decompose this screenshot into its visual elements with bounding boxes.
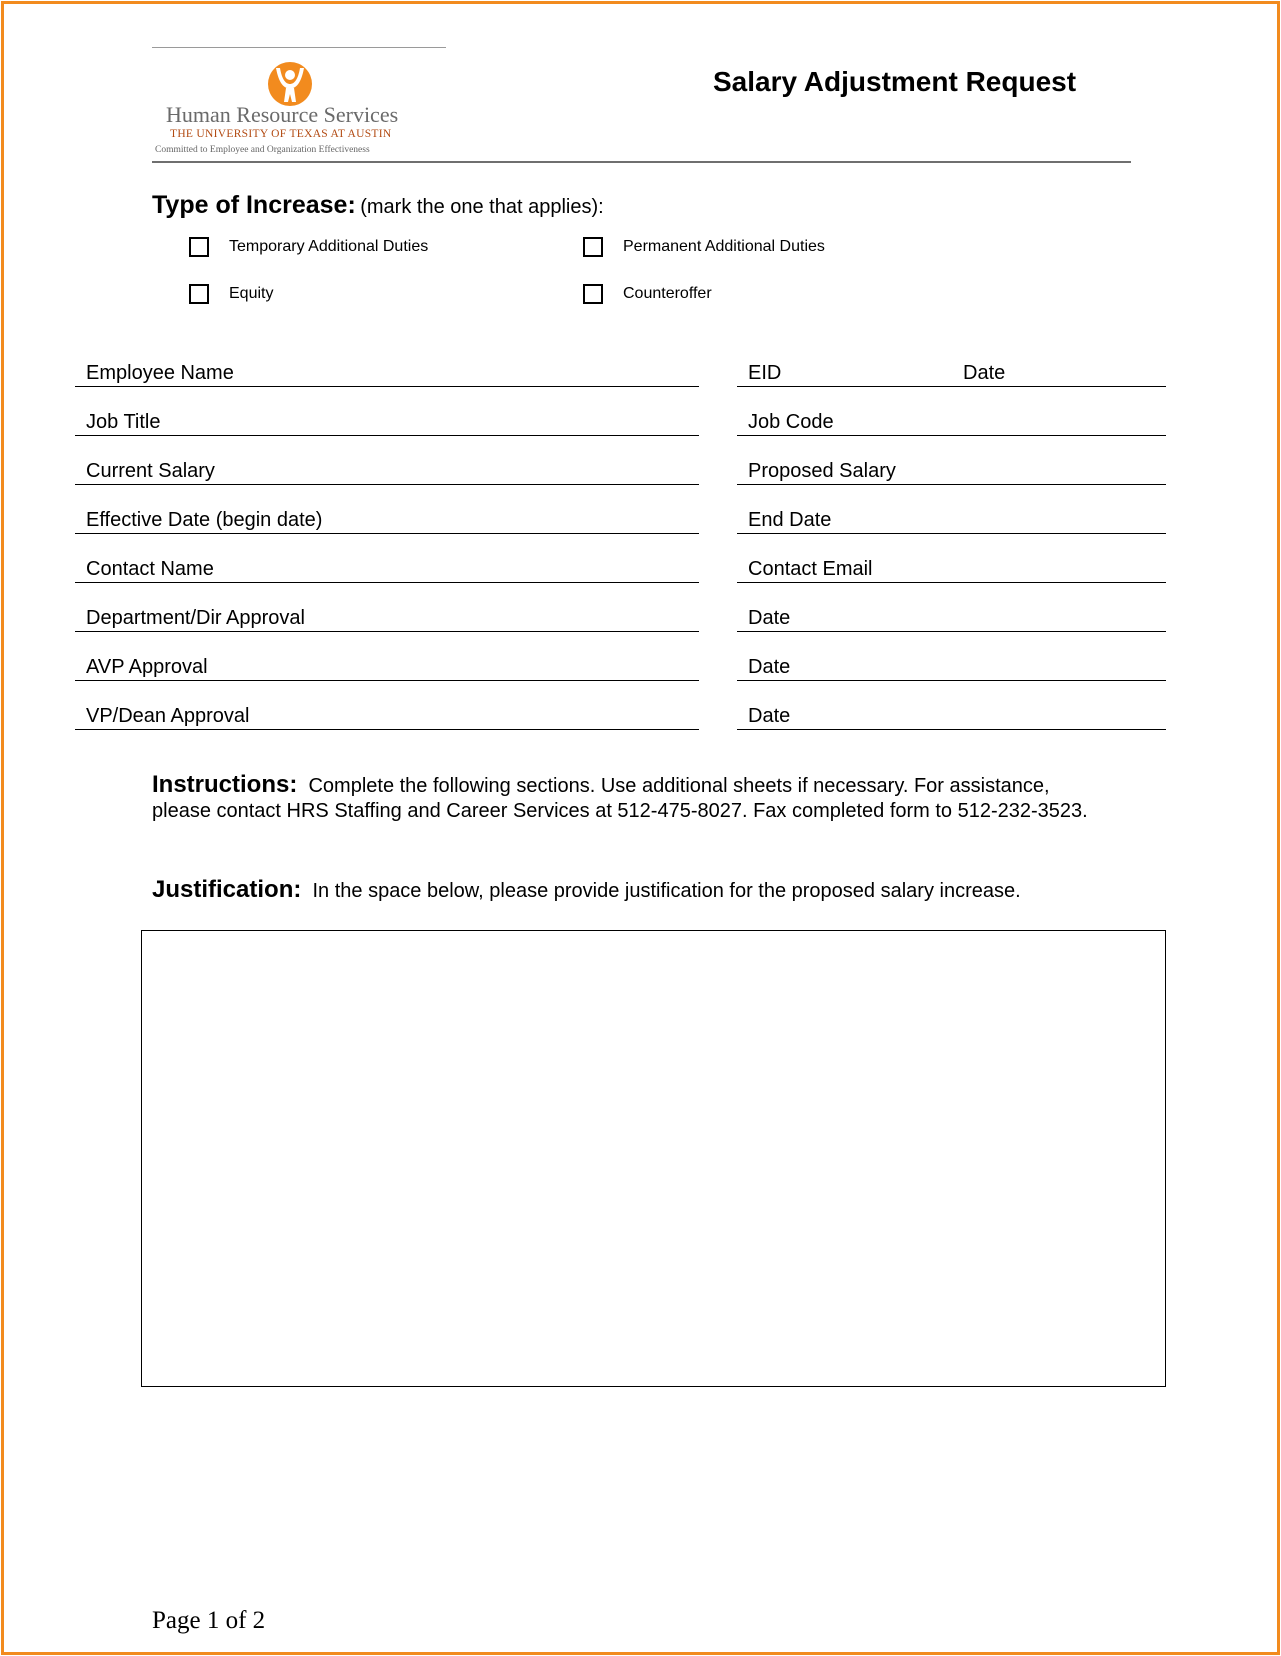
- logo-top-rule: [152, 47, 446, 48]
- field-label-date: Date: [963, 362, 1006, 384]
- field-label: Effective Date (begin date): [86, 509, 323, 531]
- avp-approval-field[interactable]: [75, 651, 699, 681]
- field-label: Job Code: [748, 411, 834, 433]
- current-salary-field[interactable]: [75, 455, 699, 485]
- justification-section: [152, 876, 1132, 904]
- logo-university: THE UNIVERSITY OF TEXAS AT AUSTIN: [170, 128, 392, 140]
- type-of-increase-heading: [152, 191, 604, 220]
- logo-tagline: Committed to Employee and Organization Effectiveness: [155, 145, 370, 155]
- field-label: Current Salary: [86, 460, 215, 482]
- field-label: VP/Dean Approval: [86, 705, 250, 727]
- option-counteroffer[interactable]: [583, 284, 712, 304]
- field-label: Department/Dir Approval: [86, 607, 305, 629]
- field-label: Date: [748, 607, 791, 629]
- contact-email-field[interactable]: [737, 553, 1166, 583]
- option-label: Counteroffer: [623, 285, 712, 302]
- field-label: Job Title: [86, 411, 161, 433]
- checkbox[interactable]: [583, 284, 603, 304]
- option-label: Permanent Additional Duties: [623, 238, 825, 255]
- page-number: Page 1 of 2: [152, 1607, 266, 1634]
- job-code-field[interactable]: [737, 406, 1166, 436]
- option-label: Temporary Additional Duties: [229, 238, 429, 255]
- justification-textarea[interactable]: [141, 930, 1166, 1387]
- field-label: EID: [748, 362, 782, 384]
- justification-text: In the space below, please provide justification for the proposed salary increase.: [312, 880, 1021, 902]
- form-title: Salary Adjustment Request: [713, 66, 1077, 97]
- type-of-increase-label: Type of Increase:: [152, 191, 356, 219]
- option-temporary-additional-duties[interactable]: [189, 237, 428, 257]
- field-label: AVP Approval: [86, 656, 208, 678]
- hrs-logo: [152, 56, 446, 160]
- type-of-increase-subheading: (mark the one that applies):: [360, 196, 604, 218]
- checkbox[interactable]: [583, 237, 603, 257]
- hrs-figure-icon: [262, 58, 318, 108]
- header-rule: [152, 161, 1131, 163]
- field-label: End Date: [748, 509, 832, 531]
- option-equity[interactable]: [189, 284, 273, 304]
- checkbox[interactable]: [189, 284, 209, 304]
- department-dir-approval-field[interactable]: [75, 602, 699, 632]
- option-permanent-additional-duties[interactable]: [583, 237, 825, 257]
- vp-dean-approval-field[interactable]: [75, 700, 699, 730]
- instructions-heading: Instructions:: [152, 771, 298, 798]
- field-label: Date: [748, 705, 791, 727]
- job-title-field[interactable]: [75, 406, 699, 436]
- employee-name-field[interactable]: [75, 357, 699, 387]
- checkbox[interactable]: [189, 237, 209, 257]
- field-label: Contact Email: [748, 558, 873, 580]
- justification-heading: Justification:: [152, 876, 302, 903]
- field-label: Date: [748, 656, 791, 678]
- proposed-salary-field[interactable]: [737, 455, 1166, 485]
- logo-name: Human Resource Services: [166, 102, 399, 127]
- avp-approval-date-field[interactable]: [737, 651, 1166, 681]
- contact-name-field[interactable]: [75, 553, 699, 583]
- instructions-section: [152, 772, 1112, 824]
- eid-date-field[interactable]: [737, 357, 1166, 387]
- option-label: Equity: [229, 285, 274, 302]
- vp-dean-approval-date-field[interactable]: [737, 700, 1166, 730]
- field-label: Contact Name: [86, 558, 214, 580]
- instructions-text: Complete the following sections. Use additional sheets if necessary. For assistance, please contact HRS Staffing and Career Services at 512-475-8027. Fax completed form to 512-232-3523.: [152, 775, 1088, 822]
- end-date-field[interactable]: [737, 504, 1166, 534]
- department-approval-date-field[interactable]: [737, 602, 1166, 632]
- effective-date-field[interactable]: [75, 504, 699, 534]
- field-label: Employee Name: [86, 362, 234, 384]
- field-label: Proposed Salary: [748, 460, 896, 482]
